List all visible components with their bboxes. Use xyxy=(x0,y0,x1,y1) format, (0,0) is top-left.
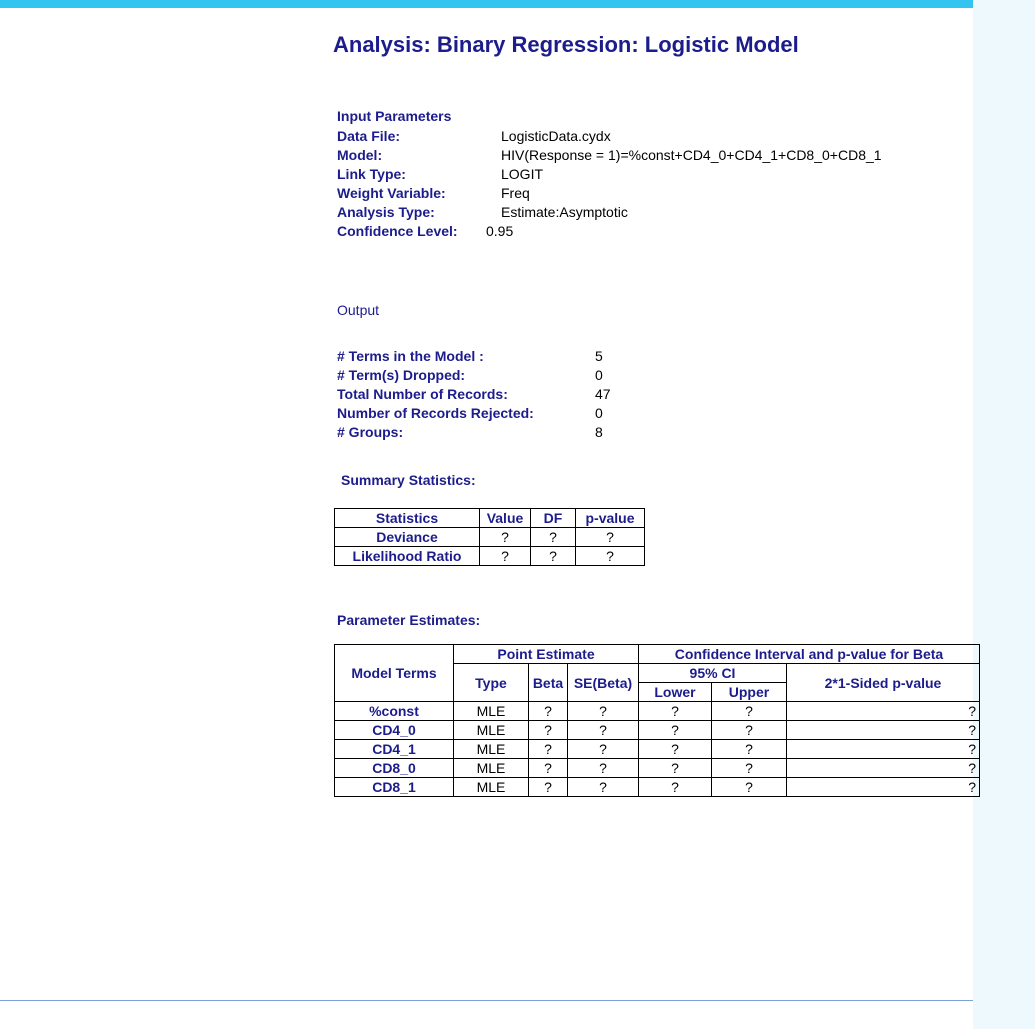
table-cell: ? xyxy=(576,547,645,566)
table-cell: ? xyxy=(639,759,712,778)
output-value: 8 xyxy=(595,424,603,440)
table-row xyxy=(335,778,980,797)
table-cell: ? xyxy=(529,721,568,740)
table-cell: ? xyxy=(712,759,787,778)
table-header-row xyxy=(335,645,980,664)
row-label: %const xyxy=(335,702,454,721)
table-cell: ? xyxy=(568,721,639,740)
top-accent-bar xyxy=(0,0,973,8)
table-row xyxy=(335,702,980,721)
row-label: Deviance xyxy=(335,528,480,547)
param-label: Analysis Type: xyxy=(337,204,435,220)
table-cell: MLE xyxy=(454,759,529,778)
table-cell: ? xyxy=(639,740,712,759)
table-cell: ? xyxy=(787,778,980,797)
table-cell: ? xyxy=(480,547,531,566)
table-cell: ? xyxy=(712,702,787,721)
col-header-se-beta: SE(Beta) xyxy=(568,664,639,702)
bottom-divider xyxy=(0,1000,973,1001)
param-value: LOGIT xyxy=(501,166,544,182)
param-label: Link Type: xyxy=(337,166,406,182)
param-value: LogisticData.cydx xyxy=(501,128,611,144)
table-row xyxy=(335,547,645,566)
table-cell: MLE xyxy=(454,778,529,797)
row-label: Likelihood Ratio xyxy=(335,547,480,566)
row-label: CD8_0 xyxy=(335,759,454,778)
table-cell: MLE xyxy=(454,721,529,740)
param-value: 0.95 xyxy=(486,223,514,239)
table-cell: ? xyxy=(529,759,568,778)
row-label: CD8_1 xyxy=(335,778,454,797)
output-label: # Term(s) Dropped: xyxy=(337,367,466,383)
table-cell: ? xyxy=(787,721,980,740)
table-header-row xyxy=(335,509,645,528)
col-header-95-ci: 95% CI xyxy=(639,664,787,683)
param-label: Weight Variable: xyxy=(337,185,446,201)
table-cell: ? xyxy=(639,778,712,797)
col-header: p-value xyxy=(576,509,645,528)
table-cell: ? xyxy=(787,702,980,721)
table-cell: ? xyxy=(576,528,645,547)
col-header-beta: Beta xyxy=(529,664,568,702)
table-row xyxy=(335,740,980,759)
parameter-estimates-table xyxy=(334,644,980,797)
output-label: Total Number of Records: xyxy=(337,386,508,402)
col-header-point-estimate: Point Estimate xyxy=(454,645,639,664)
table-row xyxy=(335,528,645,547)
table-cell: ? xyxy=(531,528,576,547)
table-row xyxy=(335,759,980,778)
page-title: Analysis: Binary Regression: Logistic Model xyxy=(333,32,799,57)
table-cell: MLE xyxy=(454,702,529,721)
output-label: # Terms in the Model : xyxy=(337,348,484,364)
col-header-lower: Lower xyxy=(639,683,712,702)
output-value: 5 xyxy=(595,348,603,364)
col-header-type: Type xyxy=(454,664,529,702)
table-cell: ? xyxy=(529,740,568,759)
param-value: Estimate:Asymptotic xyxy=(501,204,628,220)
col-header: DF xyxy=(531,509,576,528)
input-parameters-heading: Input Parameters xyxy=(337,108,452,124)
output-label: Number of Records Rejected: xyxy=(337,405,534,421)
table-cell: ? xyxy=(639,721,712,740)
output-heading: Output xyxy=(337,302,380,318)
param-value: HIV(Response = 1)=%const+CD4_0+CD4_1+CD8_0+CD8_1 xyxy=(501,147,882,163)
table-cell: ? xyxy=(480,528,531,547)
table-cell: ? xyxy=(568,778,639,797)
table-cell: ? xyxy=(712,721,787,740)
table-cell: ? xyxy=(712,778,787,797)
col-header: Value xyxy=(480,509,531,528)
table-cell: ? xyxy=(639,702,712,721)
summary-statistics-heading: Summary Statistics: xyxy=(341,472,476,488)
param-label: Confidence Level: xyxy=(337,223,458,239)
table-cell: ? xyxy=(568,702,639,721)
parameter-estimates-heading: Parameter Estimates: xyxy=(337,612,481,628)
table-cell: ? xyxy=(568,740,639,759)
summary-statistics-table xyxy=(334,508,645,566)
table-cell: ? xyxy=(787,740,980,759)
param-label: Data File: xyxy=(337,128,401,144)
output-label: # Groups: xyxy=(337,424,404,440)
param-label: Model: xyxy=(337,147,383,163)
table-cell: ? xyxy=(529,778,568,797)
output-value: 47 xyxy=(595,386,611,402)
table-cell: ? xyxy=(787,759,980,778)
table-cell: ? xyxy=(568,759,639,778)
right-margin-strip xyxy=(973,0,1035,1029)
output-value: 0 xyxy=(595,405,603,421)
col-header-p-value: 2*1-Sided p-value xyxy=(787,664,980,702)
output-value: 0 xyxy=(595,367,603,383)
col-header-upper: Upper xyxy=(712,683,787,702)
param-value: Freq xyxy=(501,185,530,201)
table-cell: ? xyxy=(531,547,576,566)
table-cell: ? xyxy=(712,740,787,759)
col-header-ci-group: Confidence Interval and p-value for Beta xyxy=(639,645,980,664)
row-label: CD4_1 xyxy=(335,740,454,759)
table-row xyxy=(335,721,980,740)
row-label: CD4_0 xyxy=(335,721,454,740)
col-header-model-terms: Model Terms xyxy=(335,645,454,702)
table-cell: MLE xyxy=(454,740,529,759)
table-cell: ? xyxy=(529,702,568,721)
col-header: Statistics xyxy=(335,509,480,528)
